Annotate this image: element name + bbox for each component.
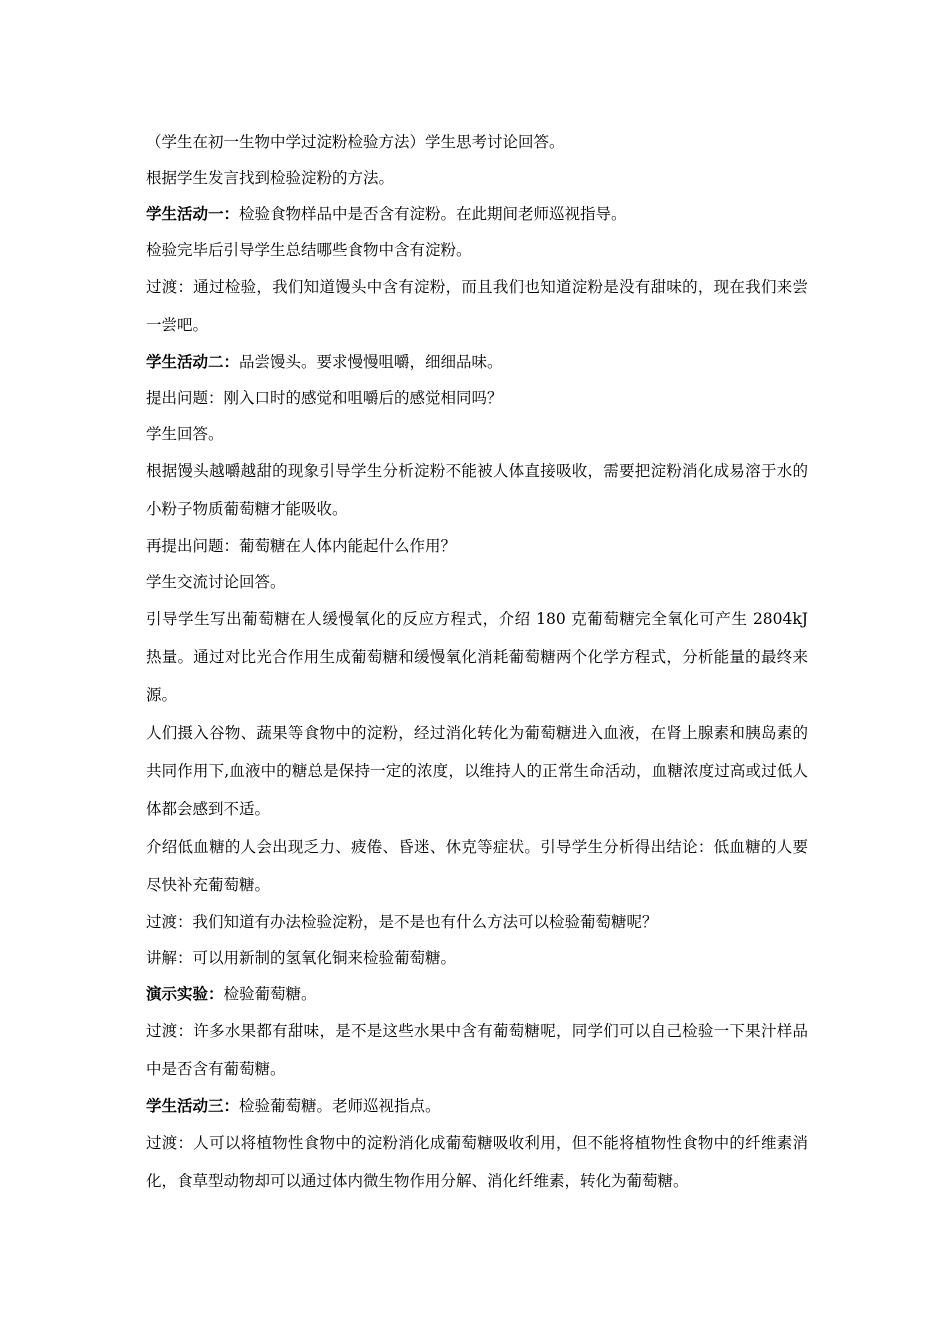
paragraph: （学生在初一生物中学过淀粉检验方法）学生思考讨论回答。 [146,133,565,151]
paragraph: 学生回答。 [146,425,224,443]
paragraph: 过渡：人可以将植物性食物中的淀粉消化成葡萄糖吸收利用，但不能将植物性食物中的纤维素消化，食草型动物却可以通过体内微生物作用分解、消化纤维素，转化为葡萄糖。 [146,1134,808,1190]
paragraph: 讲解：可以用新制的氢氧化铜来检验葡萄糖。 [146,949,457,967]
paragraph: 过渡：许多水果都有甜味，是不是这些水果中含有葡萄糖呢，同学们可以自己检验一下果汁样品中是否含有葡萄糖。 [146,1022,808,1078]
activity-heading: 学生活动一： [146,204,240,223]
paragraph: 根据学生发言找到检验淀粉的方法。 [146,169,395,187]
paragraph: 检验完毕后引导学生总结哪些食物中含有淀粉。 [146,241,472,259]
paragraph-activity-3: 学生活动三：检验葡萄糖。老师巡视指点。 [146,1096,441,1115]
paragraph: 再提出问题：葡萄糖在人体内能起什么作用？ [146,537,457,555]
paragraph-activity-2: 学生活动二：品尝馒头。要求慢慢咀嚼，细细品味。 [146,352,503,371]
paragraph: 根据馒头越嚼越甜的现象引导学生分析淀粉不能被人体直接吸收，需要把淀粉消化成易溶于水的小粉子物质葡萄糖才能吸收。 [146,462,808,518]
paragraph: 过渡：我们知道有办法检验淀粉，是不是也有什么方法可以检验葡萄糖呢？ [146,913,658,931]
activity-heading: 学生活动二： [146,352,240,371]
activity-heading: 演示实验： [146,984,224,1003]
paragraph-demo-experiment: 演示实验：检验葡萄糖。 [146,984,317,1003]
paragraph: 人们摄入谷物、蔬果等食物中的淀粉，经过消化转化为葡萄糖进入血液，在肾上腺素和胰岛素的共同作用下,血液中的糖总是保持一定的浓度，以维持人的正常生命活动，血糖浓度过高或过低人体都会感到不适。 [146,724,808,818]
document-body [146,124,808,1200]
paragraph-activity-1: 学生活动一：检验食物样品中是否含有淀粉。在此期间老师巡视指导。 [146,204,627,223]
paragraph: 介绍低血糖的人会出现乏力、疲倦、昏迷、休克等症状。引导学生分析得出结论：低血糖的人要尽快补充葡萄糖。 [146,838,808,894]
paragraph: 引导学生写出葡萄糖在人缓慢氧化的反应方程式，介绍 180 克葡萄糖完全氧化可产生 2804kJ 热量。通过对比光合作用生成葡萄糖和缓慢氧化消耗葡萄糖两个化学方程式，分析能量的最终来源。 [146,610,808,704]
paragraph: 过渡：通过检验，我们知道馒头中含有淀粉，而且我们也知道淀粉是没有甜味的，现在我们来尝一尝吧。 [146,278,808,334]
paragraph: 学生交流讨论回答。 [146,573,286,591]
activity-heading: 学生活动三： [146,1096,240,1115]
paragraph: 提出问题：刚入口时的感觉和咀嚼后的感觉相同吗？ [146,389,503,407]
